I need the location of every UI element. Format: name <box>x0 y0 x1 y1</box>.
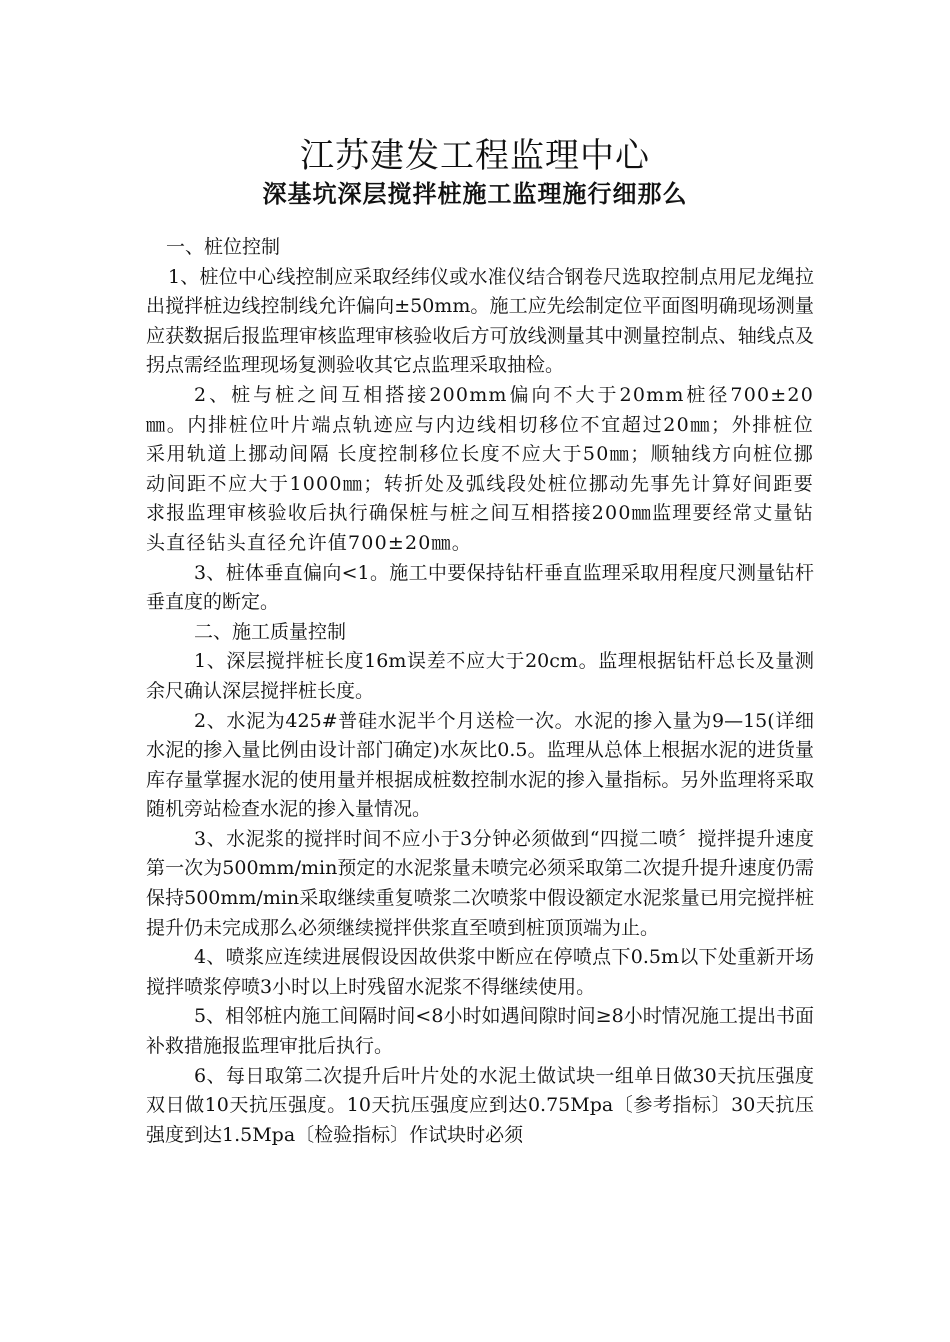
paragraph: 4、喷浆应连续进展假设因故供浆中断应在停喷点下0.5m以下处重新开场搅拌喷浆停喷3小时以上时残留水泥浆不得继续使用。 <box>146 946 814 998</box>
paragraph: 1、桩位中心线控制应采取经纬仪或水准仪结合钢卷尺选取控制点用尼龙绳拉出搅拌桩边线控制线允许偏向±50mm。施工应先绘制定位平面图明确现场测量应获数据后报监理审核监理审核验收后方可放线测量其中测量控制点、轴线点及拐点需经监理现场复测验收其它点监理采取抽检。 <box>146 265 814 377</box>
paragraph: 3、水泥浆的搅拌时间不应小于3分钟必须做到“四搅二喷〞搅拌提升速度第一次为500mm/min预定的水泥浆量未喷完必须采取第二次提升提升速度仍需保持500mm/min采取继续重复喷浆二次喷浆中假设额定水泥浆量已用完搅拌桩提升仍未完成那么必须继续搅拌供浆直至喷到桩顶顶端为止。 <box>146 827 814 939</box>
paragraph: 3、桩体垂直偏向<1。施工中要保持钻杆垂直监理采取用程度尺测量钻杆垂直度的断定。 <box>146 561 814 614</box>
organization-title: 江苏建发工程监理中心 <box>300 136 650 176</box>
paragraph: 5、相邻桩内施工间隔时间<8小时如遇间隙时间≥8小时情况施工提出书面补救措施报监理审批后执行。 <box>146 1005 814 1058</box>
paragraph: 1、深层搅拌桩长度16m误差不应大于20cm。监理根据钻杆总长及量测余尺确认深层搅拌桩长度。 <box>146 650 814 702</box>
document-body <box>146 233 814 1150</box>
section-heading-pile-position: 一、桩位控制 <box>166 236 281 258</box>
section-heading-quality-control: 二、施工质量控制 <box>194 620 347 643</box>
paragraph: 2、桩与桩之间互相搭接200mm偏向不大于20mm桩径700±20㎜。内排桩位叶片端点轨迹应与内边线相切移位不宜超过20㎜；外排桩位采用轨道上挪动间隔 长度控制移位长度不应大于50㎜；顺轴线方向桩位挪动间距不应大于1000㎜；转折处及弧线段处桩位挪动先事先计算好间距要求报监理审核验收后执行确保桩与桩之间互相搭接200㎜监理要经常丈量钻头直径钻头直径允许值700±20㎜。 <box>146 383 814 554</box>
paragraph: 6、每日取第二次提升后叶片处的水泥土做试块一组单日做30天抗压强度双日做10天抗压强度。10天抗压强度应到达0.75Mpa〔参考指标〕30天抗压强度到达1.5Mpa〔检验指标〕作试块时必须 <box>146 1064 814 1146</box>
document-title: 深基坑深层搅拌桩施工监理施行细那么 <box>262 180 688 208</box>
paragraph: 2、水泥为425#普硅水泥半个月送检一次。水泥的掺入量为9—15(详细水泥的掺入量比例由设计部门确定)水灰比0.5。监理从总体上根据水泥的进货量库存量掌握水泥的使用量并根据成桩数控制水泥的掺入量指标。另外监理将采取随机旁站检查水泥的掺入量情况。 <box>146 709 814 821</box>
